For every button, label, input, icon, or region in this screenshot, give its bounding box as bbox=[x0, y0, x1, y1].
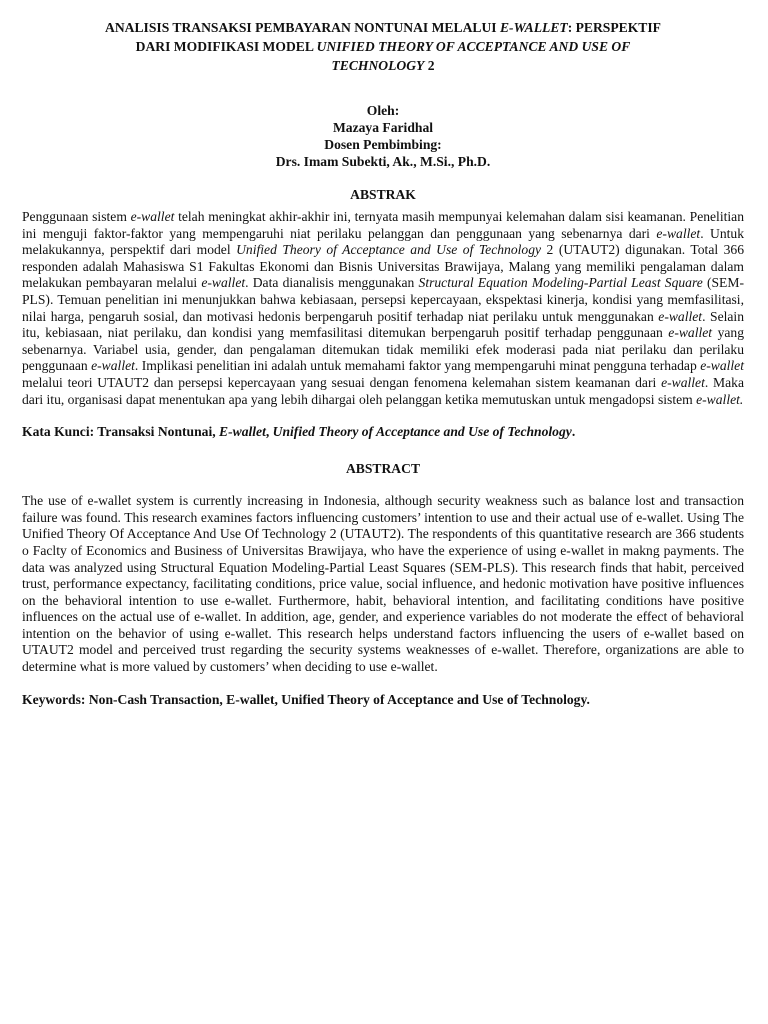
abstrak-heading: ABSTRAK bbox=[350, 187, 416, 202]
abstrak-body: Penggunaan sistem e-wallet telah meningkat akhir-akhir ini, ternyata masih mempunyai kelemahan dalam sisi keamanan. Penelitian ini menguji faktor-faktor yang mempengaruhi niat perilaku pelanggan dan penggunaan yang sebenarnya dari e-wallet. Untuk melakukannya, perspektif dari model Unified Theory of Acceptance and Use of Technology 2 (UTAUT2) digunakan. Total 366 responden adalah Mahasiswa S1 Fakultas Ekonomi dan Bisnis Universitas Brawijaya, Malang yang memiliki pengalaman dalam melakukan pembayaran melalui e-wallet. Data dianalisis menggunakan Structural Equation Modeling-Partial Least Square (SEM-PLS). Temuan penelitian ini menunjukkan bahwa kebiasaan, persepsi kepercayaan, ekspektasi kinerja, kondisi yang memfasilitasi, nilai harga, pengaruh sosial, dan motivasi hedonis berpengaruh positif terhadap niat perilaku untuk menggunakan e-wallet. Selain itu, kebiasaan, niat perilaku, dan kondisi yang memfasilitasi ditemukan berpengaruh positif terhadap penggunaan e-wallet yang sebenarnya. Variabel usia, gender, dan pengalaman ditemukan tidak memiliki efek moderasi pada niat perilaku dan perilaku penggunaan e-wallet. Implikasi penelitian ini adalah untuk memahami faktor yang mempengaruhi minat pengguna terhadap e-wallet melalui teori UTAUT2 dan persepsi kepercayaan yang sesuai dengan fenomena kelemahan sistem keamanan dari e-wallet. Maka dari itu, organisasi dapat menentukan apa yang lebih dihargai oleh pelanggan ketika memutuskan untuk mengadopsi sistem e-wallet. bbox=[22, 209, 745, 407]
paper-title bbox=[22, 18, 744, 75]
abstract-body: The use of e-wallet system is currently increasing in Indonesia, although security weakness such as balance lost and transaction failure was found. This research examines factors influencing customers’ intention to use and their actual use of e-wallet. Using The Unified Theory Of Acceptance And Use Of Technology 2 (UTAUT2). The respondents of this quantitative research are 366 students o Faclty of Economics and Business of Universitas Brawijaya, who have the experience of using e-wallet in makng payments. The data was analyzed using Structural Equation Modeling-Partial Least Squares (SEM-PLS). This research finds that habit, perceived trust, performance expectancy, facilitating conditions, price value, social influence, and hedonic motivation have positive influences on the behavioral intention to use e-wallet. Furthermore, habit, behavioral intention, and facilitating conditions have positive influences on the actual use of e-wallet. In addition, age, gender, and experience variables do not moderate the effect of behavioral intention on the behavior of using e-wallet. This research helps understand factors influencing the users of e-wallet based on UTAUT2 model and perceived trust regarding the security systems weaknesses of e-wallet. Therefore, organizations are able to determine what is more valued by customers’ when deciding to use e-wallet. bbox=[22, 493, 744, 675]
abstract-heading: ABSTRACT bbox=[345, 461, 421, 477]
title-line-2: DARI MODIFIKASI MODEL UNIFIED THEORY OF ACCEPTANCE AND USE OF bbox=[135, 39, 631, 54]
kata-kunci: Kata Kunci: Transaksi Nontunai, E-wallet, Unified Theory of Acceptance and Use of Technology. bbox=[22, 424, 576, 440]
keywords: Keywords: Non-Cash Transaction, E-wallet, Unified Theory of Acceptance and Use of Technology. bbox=[22, 691, 590, 707]
author-name: Mazaya Faridhal bbox=[332, 120, 434, 135]
author-block bbox=[22, 102, 744, 170]
advisor-name: Drs. Imam Subekti, Ak., M.Si., Ph.D. bbox=[275, 154, 491, 169]
title-line-1: ANALISIS TRANSAKSI PEMBAYARAN NONTUNAI MELALUI E-WALLET: PERSPEKTIF bbox=[105, 20, 661, 35]
advisor-label: Dosen Pembimbing: bbox=[324, 137, 442, 152]
by-label: Oleh: bbox=[366, 103, 400, 118]
title-line-3: TECHNOLOGY 2 bbox=[331, 58, 435, 73]
